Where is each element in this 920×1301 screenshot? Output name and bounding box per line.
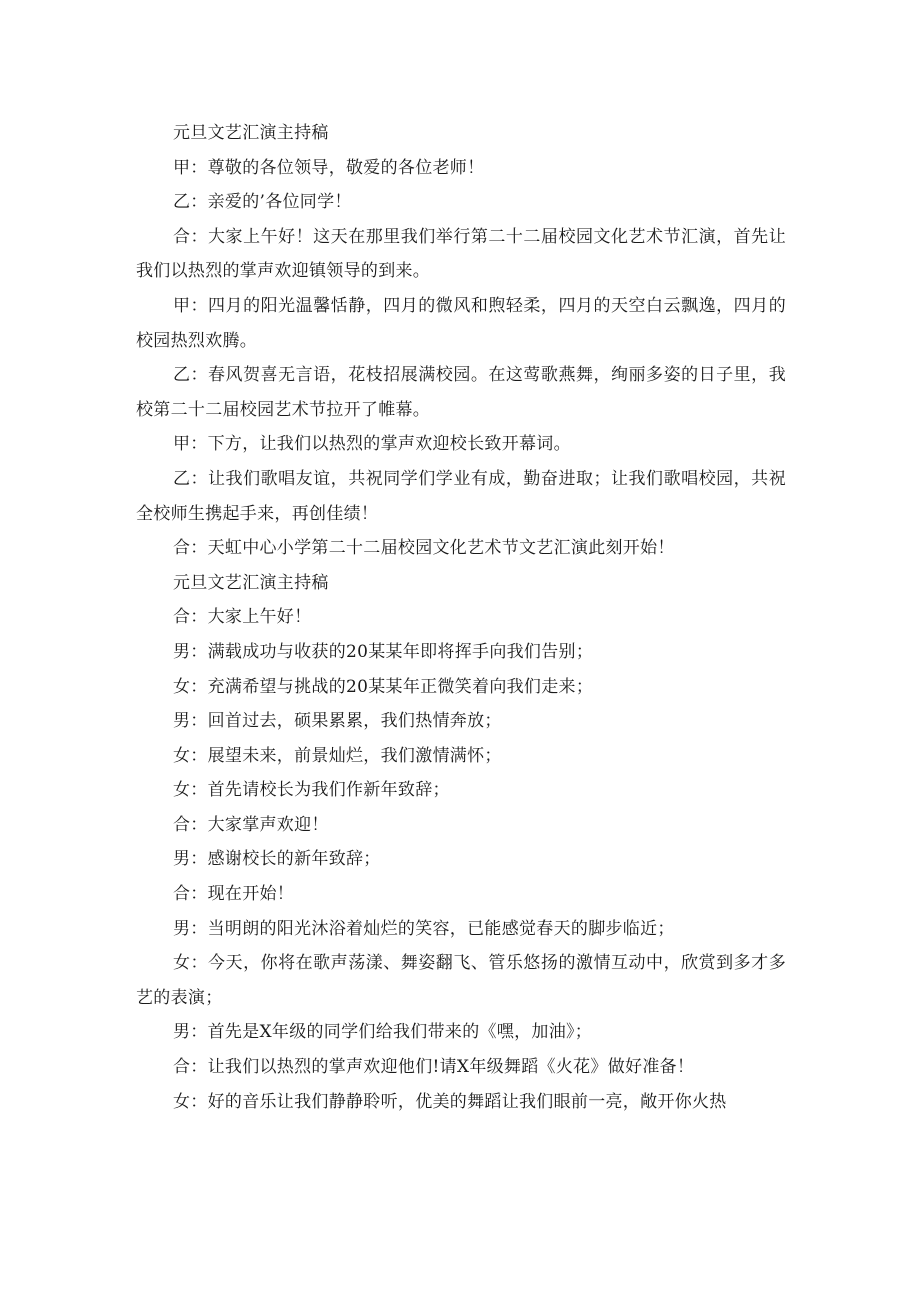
line-yi-3: 乙：让我们歌唱友谊，共祝同学们学业有成，勤奋进取；让我们歌唱校园，共祝全校师生携起手来，再创佳绩！ — [136, 468, 786, 524]
line-he-1: 合：大家上午好！这天在那里我们举行第二十二届校园文化艺术节汇演，首先让我们以热烈的掌声欢迎镇领导的到来。 — [136, 226, 786, 282]
line-yi-1: 乙：亲爱的’各位同学！ — [173, 192, 352, 213]
line-jia-1: 甲：尊敬的各位领导，敬爱的各位老师！ — [173, 157, 485, 178]
line-jia-2: 甲：四月的阳光温馨恬静，四月的微风和煦轻柔，四月的天空白云飘逸，四月的校园热烈欢腾。 — [136, 295, 786, 351]
document-title: 元旦文艺汇演主持稿 — [173, 123, 329, 143]
line-nv-5: 女：好的音乐让我们静静聆听，优美的舞蹈让我们眼前一亮，敞开你火热 — [173, 1091, 727, 1112]
line-nan-2: 男：回首过去，硕果累累，我们热情奔放； — [173, 711, 502, 732]
line-yi-2: 乙：春风贺喜无言语，花枝招展满校园。在这莺歌燕舞，绚丽多姿的日子里，我校第二十二届校园艺术节拉开了帷幕。 — [136, 365, 786, 420]
line-he-4: 合：大家掌声欢迎！ — [173, 814, 329, 835]
document-body — [136, 116, 786, 1119]
line-he-2: 合：天虹中心小学第二十二届校园文化艺术节文艺汇演此刻开始！ — [173, 538, 675, 559]
line-nv-2: 女：展望未来，前景灿烂，我们激情满怀； — [173, 745, 502, 766]
line-nv-1: 女：充满希望与挑战的20某某年正微笑着向我们走来； — [173, 676, 594, 697]
line-nan-1: 男：满载成功与收获的20某某年即将挥手向我们告别； — [173, 641, 594, 662]
line-he-6: 合：让我们以热烈的掌声欢迎他们!请X年级舞蹈《火花》做好准备！ — [173, 1057, 695, 1078]
line-he-5: 合：现在开始！ — [173, 884, 295, 905]
line-jia-3: 甲：下方，让我们以热烈的掌声欢迎校长致开幕词。 — [173, 434, 571, 455]
line-nv-3: 女：首先请校长为我们作新年致辞； — [173, 780, 450, 801]
line-nan-3: 男：感谢校长的新年致辞； — [173, 849, 381, 870]
line-nan-5: 男：首先是X年级的同学们给我们带来的《嘿，加油》； — [173, 1022, 593, 1043]
line-nan-4: 男：当明朗的阳光沐浴着灿烂的笑容，已能感觉春天的脚步临近； — [173, 918, 675, 939]
line-he-3: 合：大家上午好！ — [173, 607, 312, 628]
line-nv-4: 女：今天，你将在歌声荡漾、舞姿翻飞、管乐悠扬的激情互动中，欣赏到多才多艺的表演； — [136, 953, 786, 1008]
section-title: 元旦文艺汇演主持稿 — [173, 572, 329, 593]
